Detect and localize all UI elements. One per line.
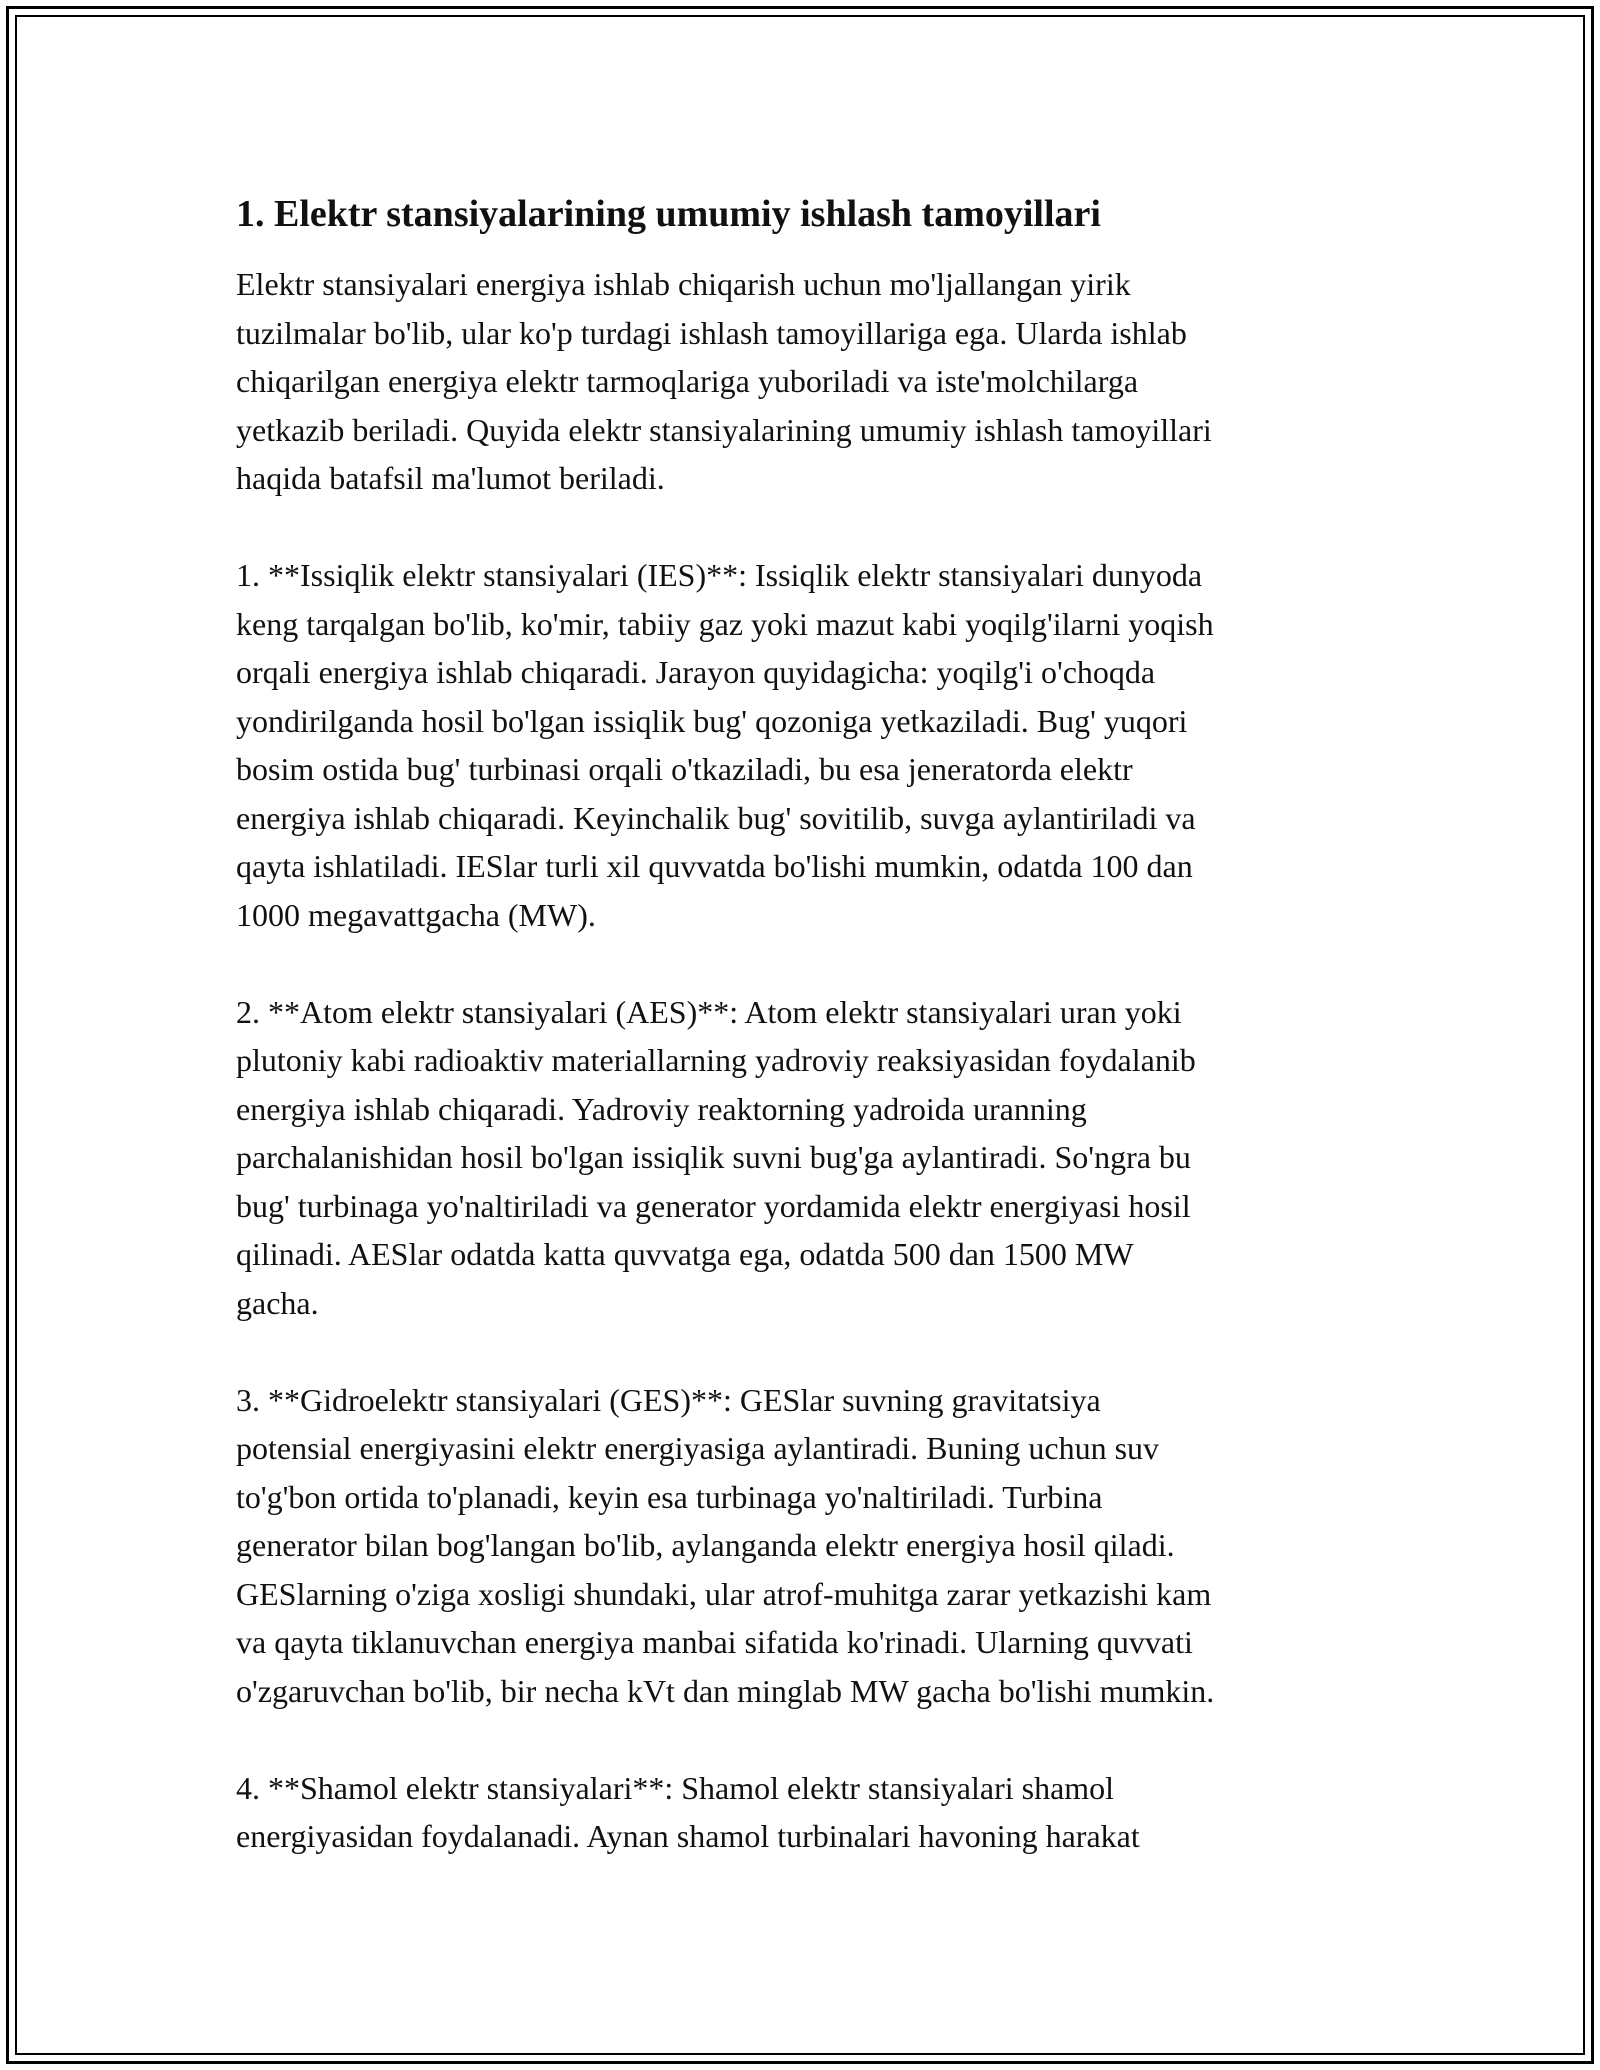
paragraph-wind: 4. **Shamol elektr stansiyalari**: Shamol elektr stansiyalari shamol energiyasidan foydalanadi. Aynan shamol turbinalari havoning harakat xyxy=(236,1769,1140,1854)
intro-paragraph: Elektr stansiyalari energiya ishlab chiqarish uchun mo'ljallangan yirik tuzilmalar bo'lib, ular ko'p turdagi ishlash tamoyillariga ega. Ularda ishlab chiqarilgan energiya elektr tarmoqlariga yuboriladi va iste'molchilarga yetkazib beriladi. Quyida elektr stansiyalarining umumiy ishlash tamoyillari haqida batafsil ma'lumot beriladi. xyxy=(236,266,1212,496)
paragraph-aes: 2. **Atom elektr stansiyalari (AES)**: Atom elektr stansiyalari uran yoki plutoniy kabi radioaktiv materiallarning yadroviy reaksiyasidan foydalanib energiya ishlab chiqaradi. Yadroviy reaktorning yadroida uranning parchalanishidan hosil bo'lgan issiqlik suvni bug'ga aylantiradi. So'ngra bu bug' turbinaga yo'naltiriladi va generator yordamida elektr energiyasi hosil qilinadi. AESlar odatda katta quvvatga ega, odatda 500 dan 1500 MW gacha. xyxy=(236,993,1196,1321)
document-body xyxy=(236,188,1366,1909)
paragraph-ies: 1. **Issiqlik elektr stansiyalari (IES)**: Issiqlik elektr stansiyalari dunyoda keng tarqalgan bo'lib, ko'mir, tabiiy gaz yoki mazut kabi yoqilg'ilarni yoqish orqali energiya ishlab chiqaradi. Jarayon quyidagicha: yoqilg'i o'choqda yondirilganda hosil bo'lgan issiqlik bug' qozoniga yetkaziladi. Bug' yuqori bosim ostida bug' turbinasi orqali o'tkaziladi, bu esa jeneratorda elektr energiya ishlab chiqaradi. Keyinchalik bug' sovitilib, suvga aylantiriladi va qayta ishlatiladi. IESlar turli xil quvvatda bo'lishi mumkin, odatda 100 dan 1000 megavattgacha (MW). xyxy=(236,557,1214,933)
paragraph-ges: 3. **Gidroelektr stansiyalari (GES)**: GESlar suvning gravitatsiya potensial energiyasini elektr energiyasiga aylantiradi. Buning uchun suv to'g'bon ortida to'planadi, keyin esa turbinaga yo'naltiriladi. Turbina generator bilan bog'langan bo'lib, aylanganda elektr energiya hosil qiladi. GESlarning o'ziga xosligi shundaki, ular atrof-muhitga zarar yetkazishi kam va qayta tiklanuvchan energiya manbai sifatida ko'rinadi. Ularning quvvati o'zgaruvchan bo'lib, bir necha kVt dan minglab MW gacha bo'lishi mumkin. xyxy=(236,1381,1215,1709)
document-title: 1. Elektr stansiyalarining umumiy ishlash tamoyillari xyxy=(236,193,1101,235)
